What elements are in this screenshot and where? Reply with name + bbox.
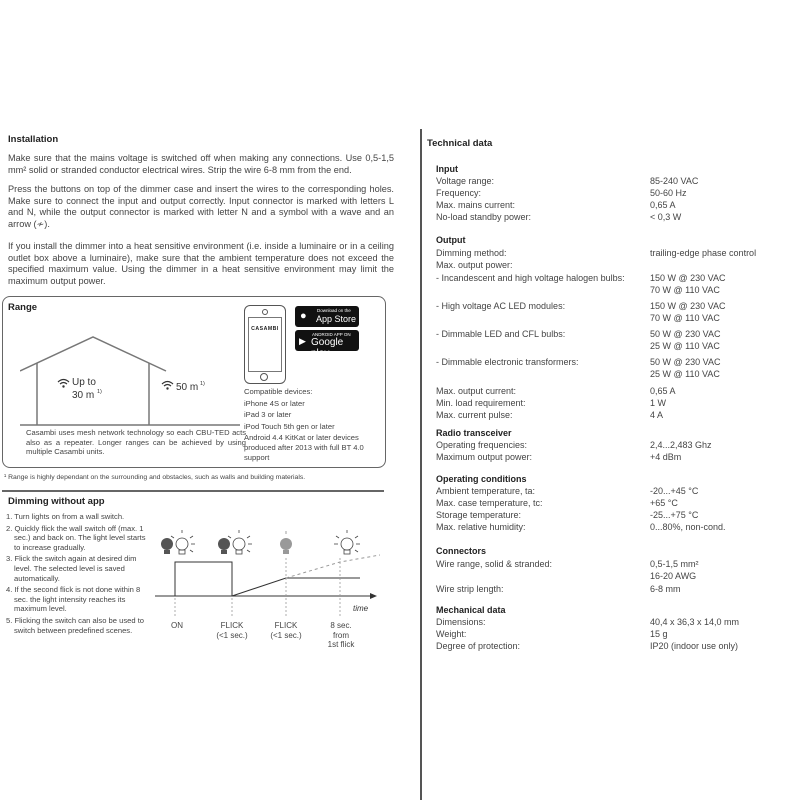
radio-value: 2,4...2,483 Ghz xyxy=(650,440,712,450)
output-load-value: 25 W @ 110 VAC xyxy=(650,369,720,379)
dimming-diagram xyxy=(155,528,380,628)
mechanical-value: 15 g xyxy=(650,629,668,639)
installation-paragraph-3: If you install the dimmer into a heat sensitive environment (i.e. inside a luminaire or in a ceiling outlet box above a luminaire), make sure that the ambient temperature does not exceed the specified maximum value. Using the dimmer in a heat sensitive environment may limit the maximum output power. xyxy=(8,241,394,286)
label-on: ON xyxy=(171,621,183,630)
apple-icon: ● xyxy=(300,310,307,322)
connectors-value: 16-20 AWG xyxy=(650,571,697,581)
mechanical-label: Dimensions: xyxy=(436,617,486,627)
output-load-label: - Dimmable electronic transformers: xyxy=(436,357,579,367)
operating-value: 0...80%, non-cond. xyxy=(650,522,726,532)
output-value: 1 W xyxy=(650,398,667,408)
phone-casambi-logo: CASAMBI xyxy=(251,326,279,332)
output-load-label: - Dimmable LED and CFL bulbs: xyxy=(436,329,566,339)
mechanical-value: 40,4 x 36,3 x 14,0 mm xyxy=(650,617,740,627)
connectors-label: Wire range, solid & stranded: xyxy=(436,559,553,569)
output-load-value: 25 W @ 110 VAC xyxy=(650,341,720,351)
output-load-label: - Incandescent and high voltage halogen bulbs: xyxy=(436,273,625,283)
device-item: iPod Touch 5th gen or later xyxy=(244,421,335,431)
connectors-label: Wire strip length: xyxy=(436,584,504,594)
range-indoor-line2: 30 m xyxy=(72,390,95,401)
input-label: No-load standby power: xyxy=(436,212,532,222)
dimming-step: 1. Turn lights on from a wall switch. xyxy=(6,512,125,521)
operating-label: Storage temperature: xyxy=(436,510,522,520)
mechanical-label: Weight: xyxy=(436,629,467,639)
connectors-section-title: Connectors xyxy=(436,546,487,556)
input-value: 50-60 Hz xyxy=(650,188,687,198)
input-label: Frequency: xyxy=(436,188,482,198)
house-illustration xyxy=(20,335,240,430)
dimming-step: 3. Flick the switch again at desired dim level. The selected level is saved automatically. xyxy=(6,554,137,583)
range-outdoor-footnote: 1) xyxy=(200,381,205,387)
bulb-on-icon xyxy=(334,530,360,554)
compatible-devices: Compatible devices: iPhone 4S or later iPad 3 or later iPod Touch 5th gen or later Android 4.4 KitKat or later devices produced after 2013 with full BT 4.0 support xyxy=(244,387,384,462)
output-value: trailing-edge phase control xyxy=(650,248,757,258)
dimming-title: Dimming without app xyxy=(8,496,105,507)
input-value: 85-240 VAC xyxy=(650,176,699,186)
range-outdoor: 50 m xyxy=(176,382,199,393)
output-load-value: 70 W @ 110 VAC xyxy=(650,285,720,295)
operating-label: Ambient temperature, ta: xyxy=(436,486,536,496)
dimming-step: 5. Flicking the switch can also be used to switch between predefined scenes. xyxy=(6,615,145,635)
output-label: Min. load requirement: xyxy=(436,398,526,408)
dimming-steps xyxy=(6,512,151,635)
installation-paragraph-1: Make sure that the mains voltage is switched off when making any connections. Use 0,5-1,5 mm² solid or stranded conductor electrical wires. Strip the wire 6-8 mm from the end. xyxy=(8,153,394,175)
range-title: Range xyxy=(8,302,38,313)
output-label: Max. output current: xyxy=(436,386,517,396)
operating-label: Max. relative humidity: xyxy=(436,522,526,532)
app-store-badge[interactable]: ● Download on the App Store xyxy=(295,306,359,327)
dimming-step: 4. If the second flick is not done within 8 sec. the light intensity reaches its maximum level. xyxy=(6,585,141,614)
play-icon: ▶ xyxy=(299,336,306,346)
phone-illustration xyxy=(244,305,286,384)
range-indoor-footnote: 1) xyxy=(97,389,102,395)
output-label: Max. output power: xyxy=(436,260,513,270)
range-footnote: ¹ Range is highly dependant on the surrounding and obstacles, such as walls and building materials. xyxy=(4,474,306,481)
device-item: Android 4.4 KitKat or later devices produced after 2013 with full BT 4.0 support xyxy=(244,433,364,462)
radio-section-title: Radio transceiver xyxy=(436,428,512,438)
output-load-value: 150 W @ 230 VAC xyxy=(650,273,726,283)
output-load-value: 70 W @ 110 VAC xyxy=(650,313,720,323)
input-label: Max. mains current: xyxy=(436,200,516,210)
output-section-title: Output xyxy=(436,235,466,245)
bulb-off-icon xyxy=(161,538,173,554)
input-section-title: Input xyxy=(436,164,458,174)
installation-paragraph-2: Press the buttons on top of the dimmer case and insert the wires to the corresponding holes. Make sure to connect the input and output correctly. Input connector is marked with letters L and N, while the output connector is marked with letter N and a symbol with a wave and an arrow (≁). xyxy=(8,184,394,229)
label-flick-1: FLICK (<1 sec.) xyxy=(216,621,248,640)
mesh-description: Casambi uses mesh network technology so each CBU-TED acts also as a repeater. Longer ranges can be achieved by using multiple Casambi units. xyxy=(26,428,246,457)
operating-value: -25...+75 °C xyxy=(650,510,699,520)
mechanical-label: Degree of protection: xyxy=(436,641,521,651)
dimming-divider xyxy=(2,490,384,492)
bulb-on-icon xyxy=(228,530,252,554)
dimming-step: 2. Quickly flick the wall switch off (max. 1 sec.) and back on. The light level starts to increase gradually. xyxy=(6,523,146,552)
wifi-icon xyxy=(161,380,174,390)
radio-label: Maximum output power: xyxy=(436,452,533,462)
output-load-value: 50 W @ 230 VAC xyxy=(650,357,721,367)
mechanical-value: IP20 (indoor use only) xyxy=(650,641,739,651)
label-flick-2: FLICK (<1 sec.) xyxy=(270,621,302,640)
mechanical-section-title: Mechanical data xyxy=(436,605,506,615)
output-load-value: 150 W @ 230 VAC xyxy=(650,301,726,311)
operating-value: -20...+45 °C xyxy=(650,486,699,496)
output-value: 4 A xyxy=(650,410,664,420)
input-label: Voltage range: xyxy=(436,176,495,186)
output-label: Max. current pulse: xyxy=(436,410,513,420)
installation-title: Installation xyxy=(8,134,59,145)
connectors-value: 0,5-1,5 mm² xyxy=(650,559,699,569)
radio-label: Operating frequencies: xyxy=(436,440,528,450)
bulb-on-icon xyxy=(171,530,195,554)
connectors-value: 6-8 mm xyxy=(650,584,681,594)
wifi-icon xyxy=(57,378,70,388)
input-value: < 0,3 W xyxy=(650,212,682,222)
time-axis-label: time xyxy=(353,604,369,613)
label-eight-seconds: 8 sec. from 1st flick xyxy=(327,621,355,650)
operating-label: Max. case temperature, tc: xyxy=(436,498,543,508)
input-value: 0,65 A xyxy=(650,200,676,210)
output-label: Dimming method: xyxy=(436,248,507,258)
operating-section-title: Operating conditions xyxy=(436,474,527,484)
device-item: iPad 3 or later xyxy=(244,410,292,420)
output-load-value: 50 W @ 230 VAC xyxy=(650,329,721,339)
column-divider xyxy=(420,129,422,800)
technical-title: Technical data xyxy=(427,138,493,149)
bulb-dim-icon xyxy=(280,531,292,554)
bulb-off-icon xyxy=(218,538,230,554)
range-indoor-line1: Up to xyxy=(72,377,96,388)
output-load-label: - High voltage AC LED modules: xyxy=(436,301,566,311)
device-item: iPhone 4S or later xyxy=(244,398,305,408)
google-play-badge[interactable]: ▶ ANDROID APP ON Google play xyxy=(295,330,359,351)
operating-value: +65 °C xyxy=(650,498,678,508)
radio-value: +4 dBm xyxy=(650,452,682,462)
output-value: 0,65 A xyxy=(650,386,676,396)
